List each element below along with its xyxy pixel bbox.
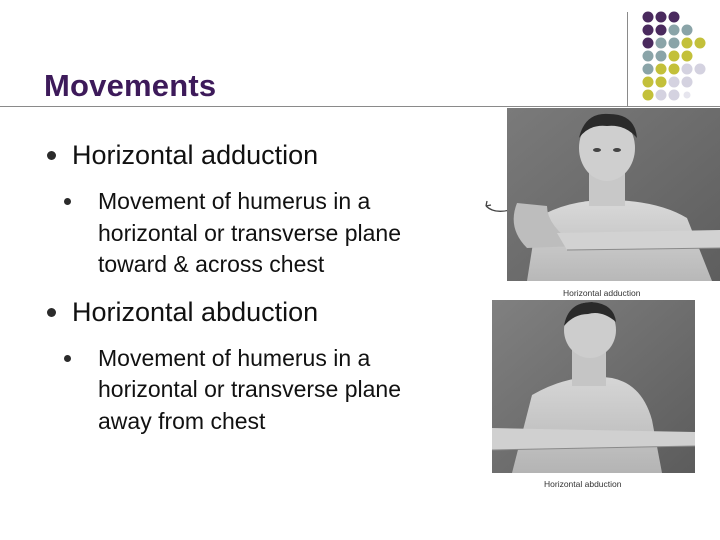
- slide-title: Movements: [44, 68, 217, 103]
- bullet-list: [44, 138, 464, 437]
- bullet-dot-icon: [47, 151, 56, 160]
- photo-horizontal-abduction: [492, 300, 695, 473]
- bullet-horizontal-abduction: [44, 295, 464, 329]
- sub-bullet-abduction: [98, 343, 458, 438]
- caption-horizontal-adduction: Horizontal adduction: [563, 288, 641, 298]
- bullet-horizontal-adduction: [44, 138, 464, 172]
- decorative-dot-grid: [638, 8, 720, 108]
- bullet-dot-icon: [64, 198, 71, 205]
- photo-horizontal-adduction: [507, 108, 720, 281]
- bullet-text: Horizontal abduction: [72, 296, 319, 327]
- bullet-dot-icon: [47, 308, 56, 317]
- vertical-divider: [627, 12, 628, 107]
- caption-horizontal-abduction: Horizontal abduction: [544, 479, 622, 489]
- sub-bullet-adduction: [98, 186, 458, 281]
- sub-bullet-text: Movement of humerus in a horizontal or transverse plane away from chest: [98, 344, 401, 434]
- sub-bullet-text: Movement of humerus in a horizontal or transverse plane toward & across chest: [98, 188, 401, 277]
- horizontal-divider: [0, 106, 720, 107]
- bullet-text: Horizontal adduction: [72, 140, 319, 170]
- bullet-dot-icon: [64, 355, 71, 362]
